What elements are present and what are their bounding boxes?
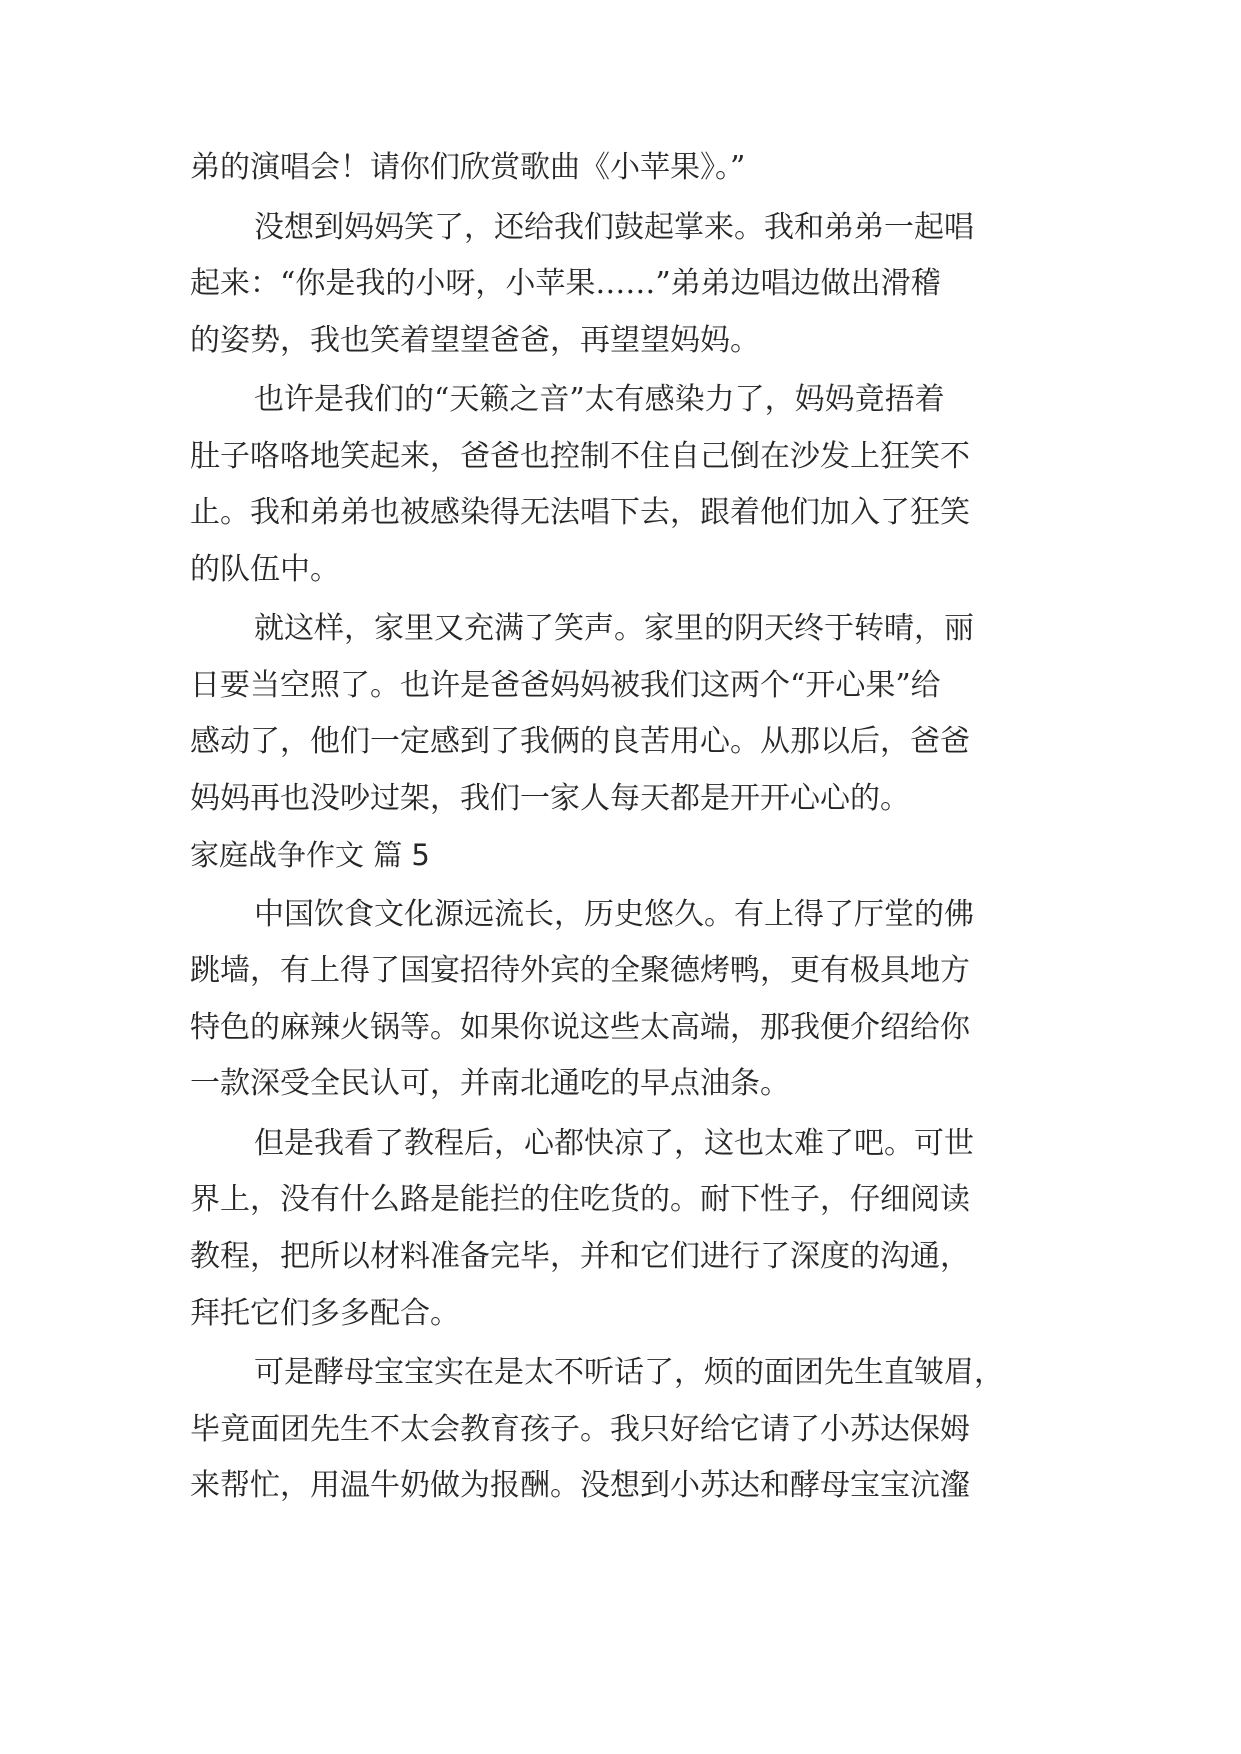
text-line: 来帮忙，用温牛奶做为报酬。没想到小苏达和酵母宝宝沆瀣 (190, 1468, 970, 1503)
text-line: 中国饮食文化源远流长，历史悠久。有上得了厅堂的佛 (254, 897, 974, 932)
text-line: 肚子咯咯地笑起来，爸爸也控制不住自己倒在沙发上狂笑不 (190, 439, 970, 474)
text-line: 但是我看了教程后，心都快凉了，这也太难了吧。可世 (254, 1126, 974, 1161)
text-line: 弟的演唱会！请你们欣赏歌曲《小苹果》。” (190, 150, 746, 185)
text-line: 妈妈再也没吵过架，我们一家人每天都是开开心心的。 (190, 781, 910, 816)
text-line: 特色的麻辣火锅等。如果你说这些太高端，那我便介绍给你 (190, 1010, 970, 1045)
text-line: 一款深受全民认可，并南北通吃的早点油条。 (190, 1066, 790, 1101)
section-heading: 家庭战争作文 篇 5 (190, 838, 430, 872)
text-line: 拜托它们多多配合。 (190, 1296, 460, 1331)
text-line: 毕竟面团先生不太会教育孩子。我只好给它请了小苏达保姆 (190, 1412, 970, 1447)
text-line: 感动了，他们一定感到了我俩的良苦用心。从那以后，爸爸 (190, 724, 970, 759)
text-line: 界上，没有什么路是能拦的住吃货的。耐下性子，仔细阅读 (190, 1182, 970, 1217)
text-line: 跳墙，有上得了国宴招待外宾的全聚德烤鸭，更有极具地方 (190, 953, 970, 988)
text-line: 可是酵母宝宝实在是太不听话了，烦的面团先生直皱眉， (254, 1355, 1004, 1390)
text-line: 没想到妈妈笑了，还给我们鼓起掌来。我和弟弟一起唱 (254, 210, 974, 245)
text-line: 的队伍中。 (190, 552, 340, 587)
text-line: 就这样，家里又充满了笑声。家里的阴天终于转晴，丽 (254, 611, 974, 646)
text-line: 日要当空照了。也许是爸爸妈妈被我们这两个“开心果”给 (190, 668, 941, 703)
text-line: 教程，把所以材料准备完毕，并和它们进行了深度的沟通， (190, 1239, 970, 1274)
text-line: 止。我和弟弟也被感染得无法唱下去，跟着他们加入了狂笑 (190, 495, 970, 530)
text-line: 也许是我们的“天籁之音”太有感染力了，妈妈竟捂着 (254, 382, 945, 417)
text-line: 起来：“你是我的小呀，小苹果……”弟弟边唱边做出滑稽 (190, 266, 941, 301)
text-line: 的姿势，我也笑着望望爸爸，再望望妈妈。 (190, 323, 760, 358)
